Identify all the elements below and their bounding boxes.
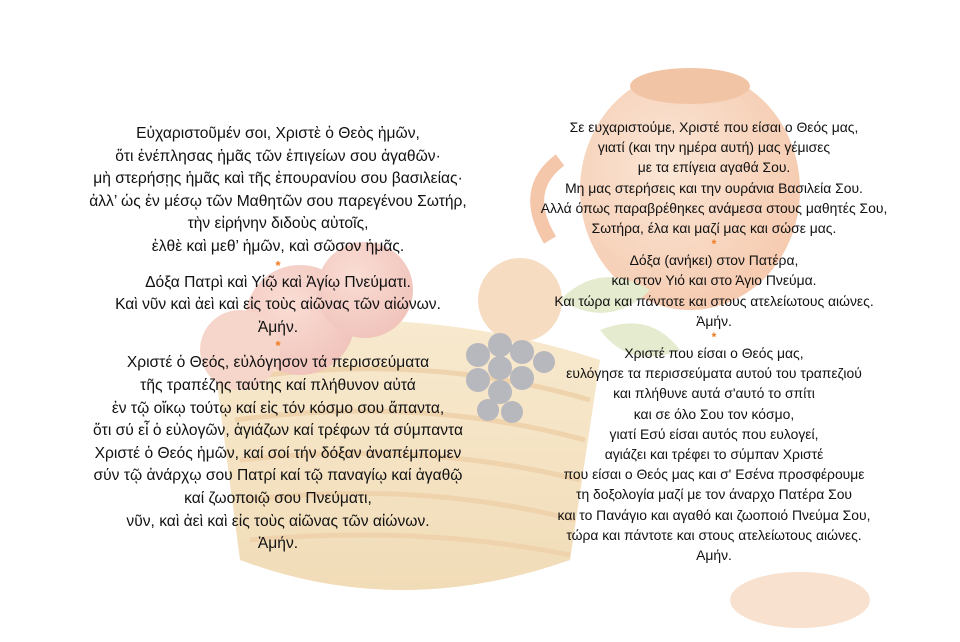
left-s3-line-4: ὅτι σύ εἶ ὁ εὐλογῶν, ἁγιάζων καί τρέφων τά σύμπαντα	[93, 422, 463, 440]
left-s2-line-2: Καὶ νῦν καὶ ἀεὶ καὶ εἰς τοὺς αἰῶνας τῶν αἰώνων.	[115, 296, 441, 314]
left-s3-line-1: Χριστέ ὁ Θεός, εὐλόγησον τά περισσεύματα	[126, 354, 430, 372]
right-s3-line-4: και σε όλο Σου τον κόσμο,	[633, 405, 795, 422]
right-divider-1: *	[711, 237, 717, 252]
right-s1-line-1: Σε ευχαριστούμε, Χριστέ που είσαι ο Θεός μας,	[569, 119, 859, 135]
right-s2-line-3: Και τώρα και πάντοτε και στους ατελείωτους αιώνες.	[554, 292, 874, 309]
right-s3-line-10: τώρα και πάντοτε και στους ατελείωτους αιώνες.	[566, 526, 862, 543]
left-divider-1: *	[275, 257, 281, 273]
prayer-modern-greek	[504, 117, 924, 565]
left-s1-line-6: ἐλθὲ καὶ μεθ’ ἡμῶν, καὶ σῶσον ἡμᾶς.	[151, 237, 405, 255]
left-s3-line-7: καί ζωοποιῷ σου Πνεύματι,	[184, 489, 372, 507]
left-s2-line-3: Ἀμήν.	[257, 318, 299, 336]
right-s1-line-3: με τα επίγεια αγαθά Σου.	[637, 159, 791, 176]
left-s3-line-5: Χριστέ ὁ Θεός ἡμῶν, καί σοί τήν δόξαν ἀναπέμπομεν	[94, 444, 462, 462]
right-s1-line-4: Μη μας στερήσεις και την ουράνια Βασιλεία Σου.	[565, 179, 863, 196]
right-s3-line-6: αγιάζει και τρέφει το σύμπαν Χριστέ	[604, 446, 824, 463]
right-s3-line-5: γιατί Εσύ είσαι αυτός που ευλογεί,	[609, 425, 819, 442]
left-s1-line-3: μὴ στερήσῃς ἡμᾶς καὶ τῆς ἐπουρανίου σου βασιλείας·	[93, 170, 463, 188]
right-s2-line-4: Ἀμήν.	[696, 312, 732, 329]
left-s3-line-9: Ἀμήν.	[257, 535, 299, 553]
right-s3-line-7: που είσαι ο Θεός μας και σ' Εσένα προσφέρουμε	[563, 466, 865, 483]
right-s1-line-2: γιατί (και την ημέρα αυτή) μας γέμισες	[597, 139, 831, 156]
right-s3-line-9: και το Πανάγιο και αγαθό και ζωοποιό Πνεύμα Σου,	[557, 506, 871, 523]
right-s3-line-3: και πλήθυνε αυτά σ'αυτό το σπίτι	[613, 385, 815, 402]
left-s3-line-2: τῆς τραπέζης ταύτης καί πλήθυνον αὐτά	[140, 376, 416, 394]
left-s1-line-2: ὅτι ἐνέπλησας ἡμᾶς τῶν ἐπιγείων σου ἀγαθῶν·	[115, 147, 441, 165]
left-s3-line-3: ἐν τῷ οἴκῳ τούτῳ καί εἰς τόν κόσμο σου ἅπαντα,	[111, 399, 445, 417]
left-s3-line-6: σύν τῷ ἀνάρχῳ σου Πατρί καί τῷ παναγίῳ καί ἀγαθῷ	[93, 467, 463, 485]
right-s3-line-8: τη δοξολογία μαζί με τον άναρχο Πατέρα Σου	[575, 486, 853, 503]
left-s2-line-1: Δόξα Πατρὶ καὶ Υἱῷ καὶ Ἁγίῳ Πνεύματι.	[145, 273, 411, 291]
left-s1-line-4: ἀλλ’ ὡς ἐν μέσῳ τῶν Μαθητῶν σου παρεγένου Σωτήρ,	[89, 192, 467, 210]
prayer-original-greek	[36, 123, 520, 556]
right-s2-line-2: και στον Υιό και στο Άγιο Πνεύμα.	[611, 272, 817, 289]
right-divider-2: *	[711, 330, 717, 345]
left-s3-line-8: νῦν, καὶ ἀεὶ καὶ εἰς τοὺς αἰῶνας τῶν αἰώνων.	[126, 512, 430, 530]
left-s1-line-1: Εὐχαριστοῦμέν σοι, Χριστὲ ὁ Θεὸς ἡμῶν,	[136, 125, 420, 142]
right-s3-line-2: ευλόγησε τα περισσεύματα αυτού του τραπεζιού	[566, 365, 862, 382]
left-s1-line-5: τὴν εἰρήνην διδοὺς αὐτοῖς,	[187, 215, 369, 233]
right-s1-line-5: Αλλά όπως παραβρέθηκες ανάμεσα στους μαθητές Σου,	[540, 199, 888, 216]
right-s1-line-6: Σωτήρα, έλα και μαζί μας και σώσε μας.	[591, 220, 837, 237]
left-divider-2: *	[275, 338, 281, 354]
right-s2-line-1: Δόξα (ανήκει) στον Πατέρα,	[629, 252, 799, 269]
right-s3-line-11: Αμήν.	[696, 547, 732, 564]
right-s3-line-1: Χριστέ που είσαι ο Θεός μας,	[624, 345, 804, 362]
